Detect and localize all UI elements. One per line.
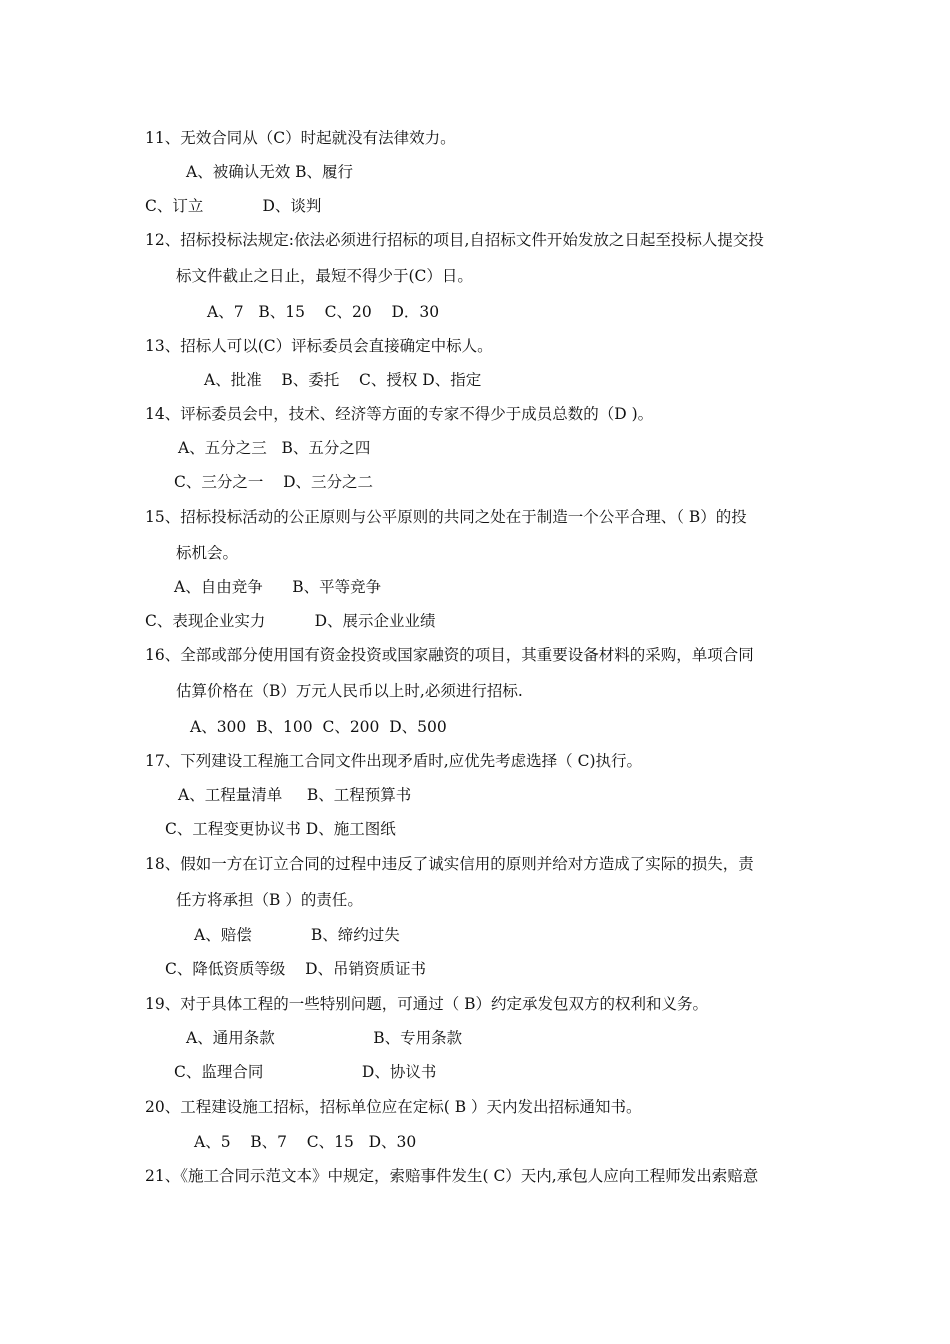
question-18: 18、假如一方在订立合同的过程中违反了诚实信用的原则并给对方造成了实际的损失，责 (145, 855, 754, 873)
question-13: 13、招标人可以(C）评标委员会直接确定中标人。 (145, 337, 493, 355)
question-16: 16、全部或部分使用国有资金投资或国家融资的项目，其重要设备材料的采购，单项合同 (145, 646, 754, 664)
question-12: 12、招标投标法规定:依法必须进行招标的项目,自招标文件开始发放之日起至投标人提交投 (145, 231, 764, 249)
question-15-options-ab: A、自由竞争 B、平等竞争 (174, 578, 382, 596)
question-14-options-ab: A、五分之三 B、五分之四 (178, 439, 371, 457)
question-14-options-cd: C、三分之一 D、三分之二 (174, 473, 373, 491)
question-16-cont: 估算价格在（B）万元人民币以上时,必须进行招标. (176, 682, 523, 700)
question-17: 17、下列建设工程施工合同文件出现矛盾时,应优先考虑选择（ C)执行。 (145, 752, 642, 770)
question-11-options-cd: C、订立 D、谈判 (145, 197, 322, 215)
question-16-options: A、300 B、100 C、200 D、500 (190, 718, 447, 736)
question-20: 20、工程建设施工招标，招标单位应在定标( B ）天内发出招标通知书。 (145, 1098, 642, 1116)
question-15-options-cd: C、表现企业实力 D、展示企业业绩 (145, 612, 436, 630)
question-19-options-ab: A、通用条款 B、专用条款 (186, 1029, 463, 1047)
question-15-cont: 标机会。 (176, 544, 239, 562)
question-13-options: A、批准 B、委托 C、授权 D、指定 (204, 371, 482, 389)
question-18-options-cd: C、降低资质等级 D、吊销资质证书 (165, 960, 426, 978)
question-11: 11、无效合同从（C）时起就没有法律效力。 (145, 129, 456, 147)
question-17-options-cd: C、工程变更协议书 D、施工图纸 (165, 820, 396, 838)
question-12-cont: 标文件截止之日止，最短不得少于(C）日。 (176, 267, 473, 285)
question-19-options-cd: C、监理合同 D、协议书 (174, 1063, 437, 1081)
question-15: 15、招标投标活动的公正原则与公平原则的共同之处在于制造一个公平合理、（ B）的投 (145, 508, 747, 526)
question-12-options: A、7 B、15 C、20 D．30 (207, 303, 440, 321)
question-21: 21、《施工合同示范文本》中规定，索赔事件发生( C）天内,承包人应向工程师发出索赔意 (145, 1167, 759, 1185)
question-19: 19、对于具体工程的一些特别问题，可通过（ B）约定承发包双方的权利和义务。 (145, 995, 709, 1013)
question-18-cont: 任方将承担（B ）的责任。 (176, 891, 363, 909)
question-17-options-ab: A、工程量清单 B、工程预算书 (178, 786, 412, 804)
question-11-options-ab: A、被确认无效 B、履行 (186, 163, 354, 181)
question-18-options-ab: A、赔偿 B、缔约过失 (194, 926, 400, 944)
question-14: 14、评标委员会中，技术、经济等方面的专家不得少于成员总数的（D )。 (145, 405, 654, 423)
question-20-options: A、5 B、7 C、15 D、30 (194, 1133, 417, 1151)
